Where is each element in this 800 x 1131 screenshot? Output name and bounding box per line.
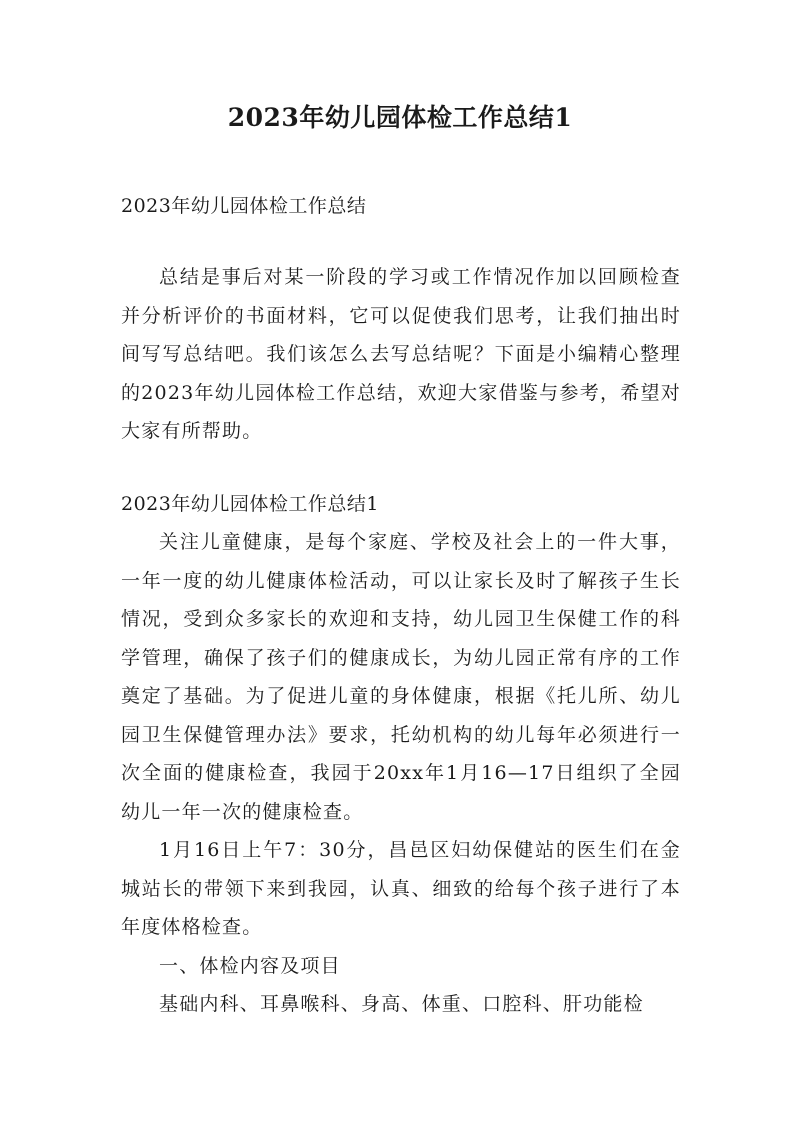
document-title: 2023年幼儿园体检工作总结1 [227, 103, 573, 132]
section-body [121, 523, 681, 1024]
section-heading: 2023年幼儿园体检工作总结1 [121, 493, 379, 515]
body-paragraph: 基础内科、耳鼻喉科、身高、体重、口腔科、肝功能检 [159, 993, 644, 1015]
intro-paragraph: 总结是事后对某一阶段的学习或工作情况作加以回顾检查并分析评价的书面材料，它可以促使我们思考，让我们抽出时间写写总结吧。我们该怎么去写总结呢？下面是小编精心整理的2023年幼儿园体检工作总结，欢迎大家借鉴与参考，希望对大家有所帮助。 [121, 266, 681, 442]
intro-block [121, 258, 681, 451]
document-subtitle: 2023年幼儿园体检工作总结 [121, 195, 367, 217]
body-paragraph: 关注儿童健康，是每个家庭、学校及社会上的一件大事，一年一度的幼儿健康体检活动，可以让家长及时了解孩子生长情况，受到众多家长的欢迎和支持，幼儿园卫生保健工作的科学管理，确保了孩子们的健康成长，为幼儿园正常有序的工作奠定了基础。为了促进儿童的身体健康，根据《托儿所、幼儿园卫生保健管理办法》要求，托幼机构的幼儿每年必须进行一次全面的健康检查，我园于20xx年1月16—17日组织了全园幼儿一年一次的健康检查。 [121, 531, 681, 823]
body-paragraph: 1月16日上午7：30分，昌邑区妇幼保健站的医生们在金城站长的带领下来到我园，认真、细致的给每个孩子进行了本年度体格检查。 [121, 839, 681, 938]
body-paragraph-heading: 一、体检内容及项目 [159, 954, 341, 977]
